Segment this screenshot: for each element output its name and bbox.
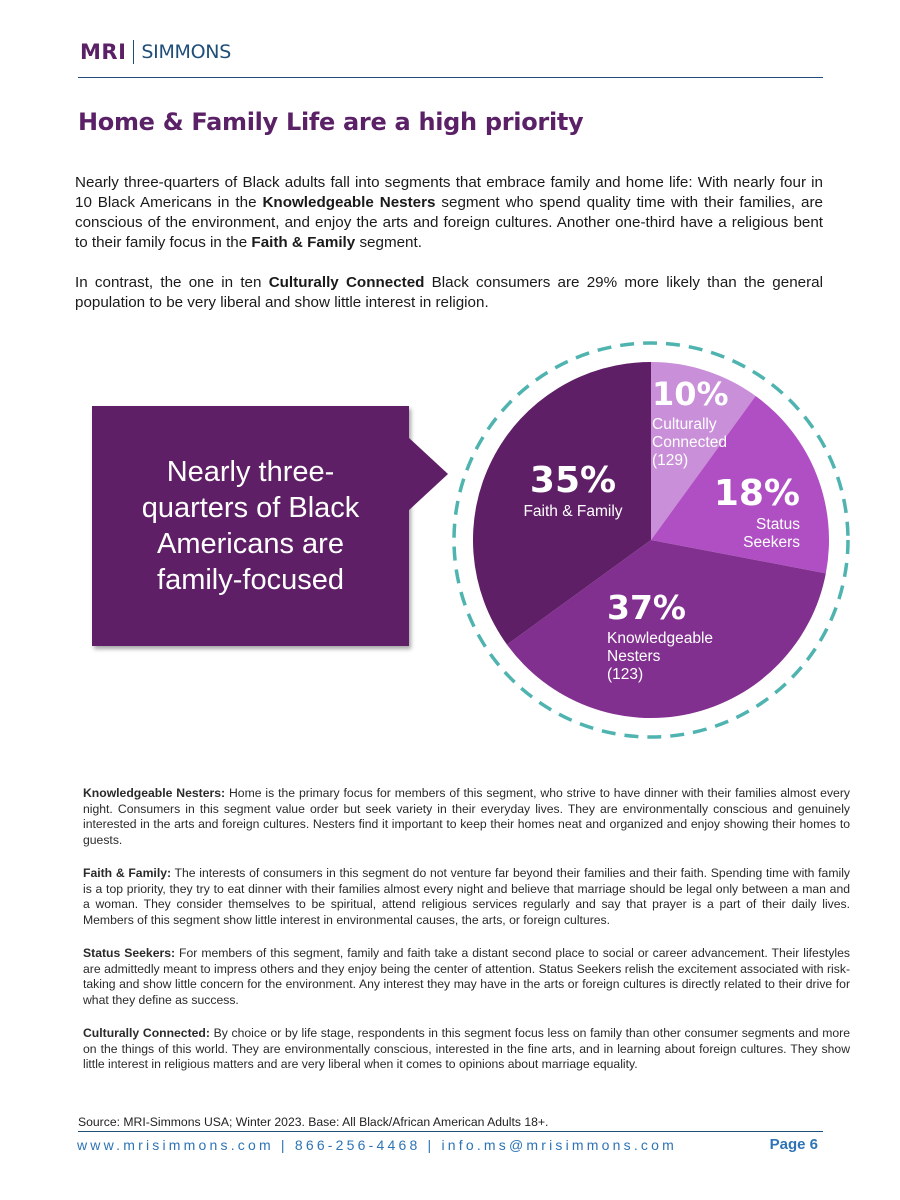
intro-p1-bold-faith: Faith & Family: [251, 234, 356, 251]
desc-kn-title: Knowledgeable Nesters:: [83, 786, 226, 800]
intro-paragraph-1: [75, 173, 823, 253]
intro-p2-text-a: In contrast, the one in ten: [75, 274, 269, 291]
logo-divider: [133, 40, 134, 64]
callout-text: Nearly three-quarters of Black Americans are family-focused: [141, 456, 360, 596]
description-status-seekers: [83, 946, 850, 1008]
description-faith-family: [83, 866, 850, 928]
pie-label-name-knowledgeable-nesters-3: (123): [607, 666, 644, 683]
desc-ff-text: The interests of consumers in this segment do not venture far beyond their families and their faith. Spending time with family is a top priority, they try to eat dinner with their families almost every night and believe that marriage should be legal only between a man and a woman. They consider themselves to be spiritual, attend religious services regularly and say that prayer is a part of their daily lives. Members of this segment show little interest in environmental causes, the arts, or foreign cultures.: [83, 866, 850, 927]
pie-label-name-status-seekers-2: Seekers: [743, 534, 800, 551]
pie-label-pct-faith-family: 35%: [529, 460, 617, 501]
pie-label-pct-knowledgeable-nesters: 37%: [607, 588, 686, 627]
desc-cc-text: By choice or by life stage, respondents in this segment focus less on family than other consumer segments and more on the things of this world. They are environmentally conscious, interested in the fine arts, and in learning about foreign cultures. They show little interest in religious matters and are very liberal when it comes to opinions about marriage equality.: [83, 1026, 851, 1072]
pie-label-name-culturally-connected-2: Connected: [652, 434, 727, 451]
intro-p1-bold-nesters: Knowledgeable Nesters: [262, 194, 436, 211]
mri-simmons-logo: [80, 40, 231, 64]
pie-label-name-faith-family-1: Faith & Family: [523, 503, 623, 520]
pie-label-pct-culturally-connected: 10%: [652, 375, 729, 413]
page-number: Page 6: [769, 1136, 818, 1153]
pie-label-name-culturally-connected-1: Culturally: [652, 416, 717, 433]
intro-paragraph-2: [75, 273, 823, 313]
description-knowledgeable-nesters: [83, 786, 850, 848]
pie-label-pct-status-seekers: 18%: [713, 473, 800, 514]
footer-rule: [78, 1131, 823, 1132]
desc-ss-text: For members of this segment, family and faith take a distant second place to social or career advancement. Their lifestyles are admittedly meant to impress others and they enjoy being the center of attention. Status Seekers relish the excitement associated with risk-taking and show little concern for the environment. Any interest they may have in the arts or foreign cultures is directly related to their drive for what they define as success.: [83, 946, 850, 1007]
pie-label-name-knowledgeable-nesters-2: Nesters: [607, 648, 661, 665]
pie-label-name-status-seekers-1: Status: [756, 516, 800, 533]
desc-kn-text: Home is the primary focus for members of this segment, who strive to have dinner with their families almost every night. Consumers in this segment value order but seek variety in their everyday lives. They are environmentally conscious and genuinely interested in the arts and foreign cultures. Nesters find it important to keep their homes neat and organized and enjoy showing their homes to guests.: [83, 786, 850, 847]
intro-p2-bold-culturally: Culturally Connected: [268, 274, 425, 291]
footer-contact[interactable]: www.mrisimmons.com | 866-256-4468 | info.ms@mrisimmons.com: [77, 1137, 677, 1153]
page-title: Home & Family Life are a high priority: [78, 108, 584, 136]
intro-p1-text-e: segment.: [355, 234, 422, 251]
segment-pie-chart: [430, 330, 860, 750]
intro-p1-text-a: Nearly three-quarters of Black adults fall into segments that embrace family and home life: With nearly four in 10 Black Americans in the: [75, 174, 823, 211]
pie-label-name-culturally-connected-3: (129): [652, 452, 689, 469]
logo-mri: MRI: [80, 40, 127, 64]
callout-box: [92, 406, 409, 646]
source-note: Source: MRI-Simmons USA; Winter 2023. Base: All Black/African American Adults 18+.: [78, 1115, 549, 1129]
pie-label-name-knowledgeable-nesters-1: Knowledgeable: [607, 630, 714, 647]
intro-p2-text-c: Black consumers are 29% more likely than the general population to be very liberal and show little interest in religion.: [75, 274, 823, 311]
intro-p1-text-c: segment who spend quality time with their families, are conscious of the environment, and enjoy the arts and foreign cultures. Another one-third have a religious bent to their family focus in the: [75, 194, 824, 251]
logo-simmons: SIMMONS: [141, 41, 231, 63]
desc-ff-title: Faith & Family:: [83, 866, 172, 880]
desc-ss-title: Status Seekers:: [83, 946, 176, 960]
description-culturally-connected: [83, 1026, 850, 1073]
desc-cc-title: Culturally Connected:: [83, 1026, 210, 1040]
header-rule: [78, 77, 823, 78]
